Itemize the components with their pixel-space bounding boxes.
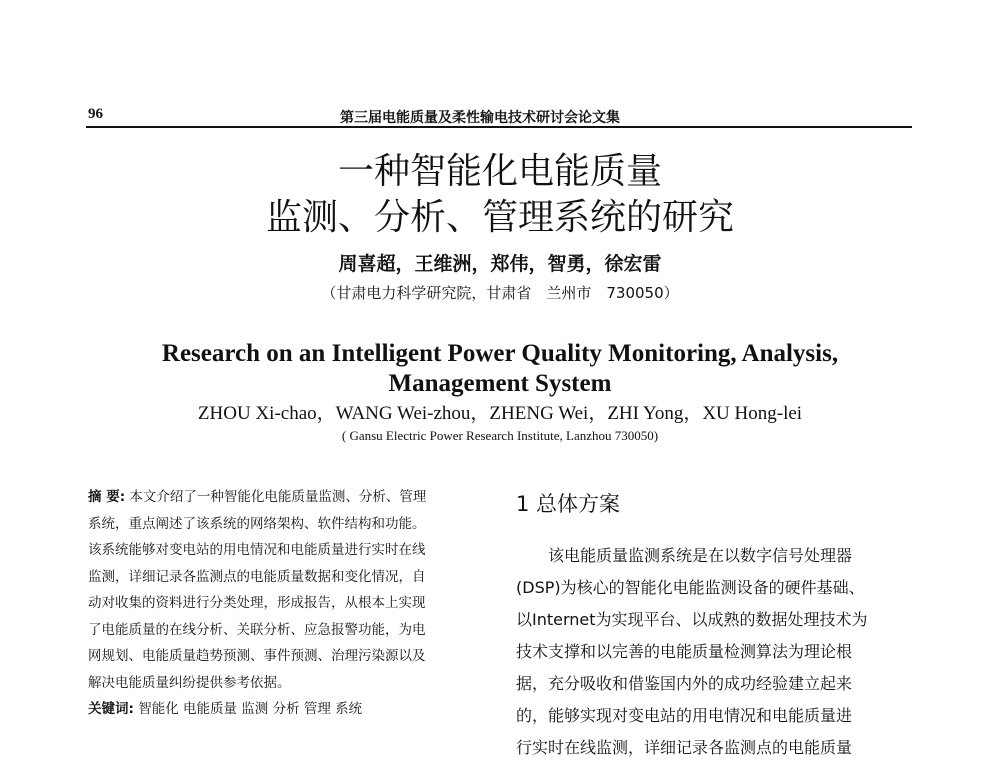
title-en-line2: Management System <box>388 370 612 397</box>
body-line: 据，充分吸收和借鉴国内外的成功经验建立起来 <box>516 674 853 693</box>
abstract-line: 系统，重点阐述了该系统的网络架构、软件结构和功能。 <box>88 515 426 532</box>
body-line: 行实时在线监测，详细记录各监测点的电能质量 <box>516 738 853 757</box>
abstract-line: 该系统能够对变电站的用电情况和电能质量进行实时在线 <box>88 542 426 558</box>
affiliation-en: ( Gansu Electric Power Research Institute, Lanzhou 730050) <box>341 428 659 443</box>
body-line: 技术支撑和以完善的电能质量检测算法为理论根 <box>516 642 853 661</box>
abstract-line: 了电能质量的在线分析、关联分析、应急报警功能，为电 <box>88 621 426 638</box>
authors-cn: 周喜超，王维洲，郑伟，智勇，徐宏雷 <box>338 253 662 275</box>
title-en-line1: Research on an Intelligent Power Quality Monitoring, Analysis, <box>161 340 839 367</box>
abstract-line: 监测，详细记录各监测点的电能质量数据和变化情况，自 <box>88 568 426 585</box>
abstract <box>88 484 488 723</box>
header-rule <box>86 126 912 128</box>
body-line: 的，能够实现对变电站的用电情况和电能质量进 <box>516 706 853 725</box>
keywords-text: 智能化 电能质量 监测 分析 管理 系统 <box>138 701 363 717</box>
body-line: 以Internet为实现平台、以成熟的数据处理技术为 <box>516 610 868 629</box>
section-body <box>516 540 916 764</box>
body-line: (DSP)为核心的智能化电能监测设备的硬件基础、 <box>516 578 865 597</box>
abstract-line: 网规划、电能质量趋势预测、事件预测、治理污染源以及 <box>88 648 426 664</box>
abstract-line: 动对收集的资料进行分类处理，形成报告，从根本上实现 <box>88 595 426 611</box>
abstract-line <box>88 484 488 511</box>
title-cn-line1: 一种智能化电能质量 <box>337 151 662 192</box>
keywords-line <box>88 696 488 723</box>
abstract-label: 摘 要: <box>88 489 126 505</box>
section-heading: 1 总体方案 <box>516 492 621 516</box>
affiliation-cn: （甘肃电力科学研究院，甘肃省 兰州市 730050） <box>321 284 679 302</box>
abstract-line: 解决电能质量纠纷提供参考依据。 <box>88 674 291 691</box>
title-cn-line2: 监测、分析、管理系统的研究 <box>265 197 734 238</box>
abstract-text: 本文介绍了一种智能化电能质量监测、分析、管理 <box>129 489 427 505</box>
running-header: 第三届电能质量及柔性输电技术研讨会论文集 <box>340 110 620 126</box>
keywords-label: 关键词: <box>88 701 134 717</box>
body-line: 该电能质量监测系统是在以数字信号处理器 <box>548 546 853 565</box>
authors-en: ZHOU Xi-chao，WANG Wei-zhou，ZHENG Wei，ZHI Yong，XU Hong-lei <box>197 403 803 424</box>
page-number: 96 <box>88 106 103 122</box>
